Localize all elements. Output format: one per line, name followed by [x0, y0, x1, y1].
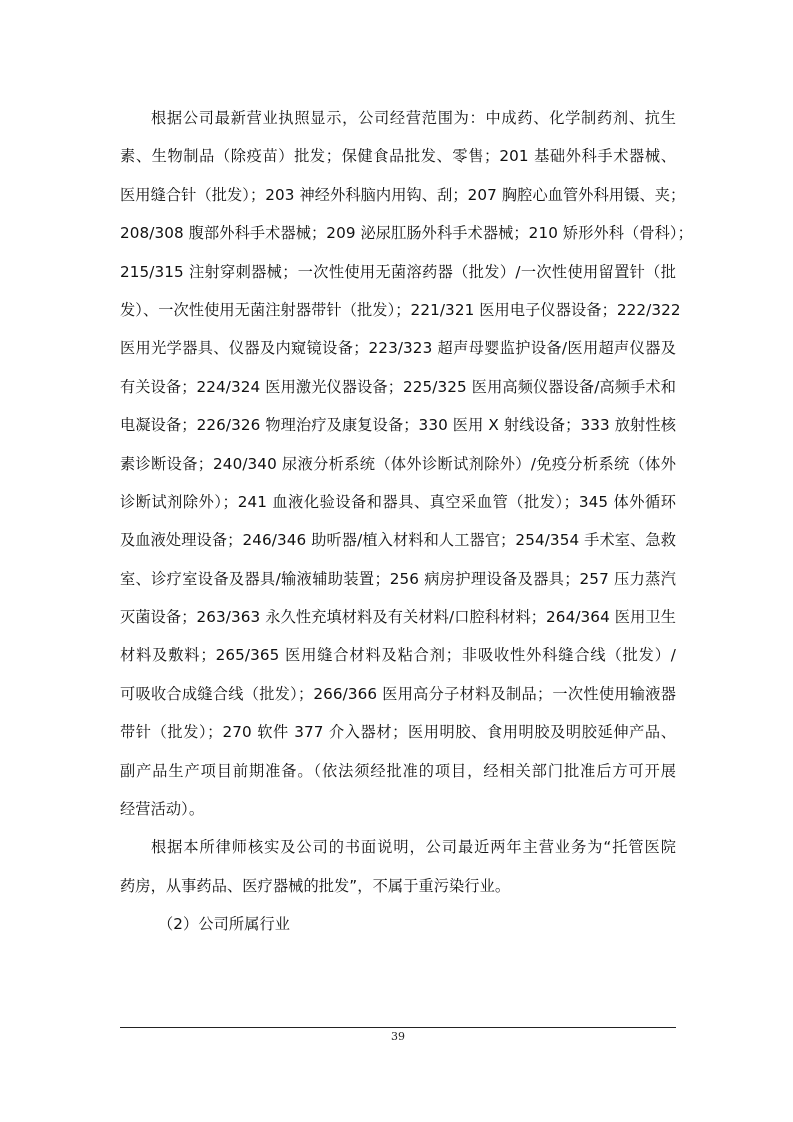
text-line: 素、生物制品（除疫苗）批发；保健食品批发、零售；201 基础外科手术器械、 [120, 147, 676, 166]
text-line: 根据公司最新营业执照显示，公司经营范围为：中成药、化学制药剂、抗生 [151, 109, 676, 127]
text-line: 带针（批发）；270 软件 377 介入器材；医用明胶、食用明胶及明胶延伸产品、 [120, 723, 676, 742]
text-line: 灭菌设备；263/363 永久性充填材料及有关材料/口腔科材料；264/364 医用卫生 [120, 608, 676, 627]
text-line: 及血液处理设备；246/346 助听器/植入材料和人工器官；254/354 手术室、急救 [120, 531, 676, 550]
paragraph-main-business [120, 829, 676, 906]
section-heading: （2）公司所属行业 [158, 915, 291, 934]
text-line: 根据本所律师核实及公司的书面说明，公司最近两年主营业务为“托管医院 [151, 838, 676, 857]
text-line: 材料及敷料；265/365 医用缝合材料及粘合剂；非吸收性外科缝合线（批发）/ [120, 646, 676, 665]
text-line: 素诊断设备；240/340 尿液分析系统（体外诊断试剂除外）/免疫分析系统（体外 [120, 454, 676, 473]
paragraph-business-scope [120, 100, 693, 829]
text-line: 副产品生产项目前期准备。（依法须经批准的项目，经相关部门批准后方可开展 [120, 761, 676, 780]
text-line: 发）、一次性使用无菌注射器带针（批发）；221/321 医用电子仪器设备；222/322 [120, 300, 681, 319]
page-number: 39 [391, 1030, 405, 1043]
text-line: 208/308 腹部外科手术器械；209 泌尿肛肠外科手术器械；210 矫形外科（骨科）； [120, 224, 693, 243]
text-line: 室、诊疗室设备及器具/输液辅助装置；256 病房护理设备及器具；257 压力蒸汽 [120, 569, 676, 588]
text-line: 电凝设备；226/326 物理治疗及康复设备；330 医用 X 射线设备；333 放射性核 [120, 416, 676, 435]
text-line: 有关设备；224/324 医用激光仪器设备；225/325 医用高频仪器设备/高频手术和 [120, 377, 676, 396]
text-line: 诊断试剂除外）；241 血液化验设备和器具、真空采血管（批发）；345 体外循环 [120, 492, 676, 511]
footer-divider [120, 1027, 676, 1028]
text-line: 215/315 注射穿刺器械；一次性使用无菌溶药器（批发）/一次性使用留置针（批 [120, 262, 676, 281]
text-line: 经营活动）。 [120, 800, 205, 819]
text-line: 药房，从事药品、医疗器械的批发”，不属于重污染行业。 [120, 876, 511, 895]
text-line: 医用缝合针（批发）；203 神经外科脑内用钩、刮；207 胸腔心血管外科用镊、夹； [120, 185, 686, 204]
document-body [120, 100, 693, 945]
text-line: 医用光学器具、仪器及内窥镜设备；223/323 超声母婴监护设备/医用超声仪器及 [120, 339, 676, 358]
text-line: 可吸收合成缝合线（批发）；266/366 医用高分子材料及制品；一次性使用输液器 [120, 684, 676, 703]
